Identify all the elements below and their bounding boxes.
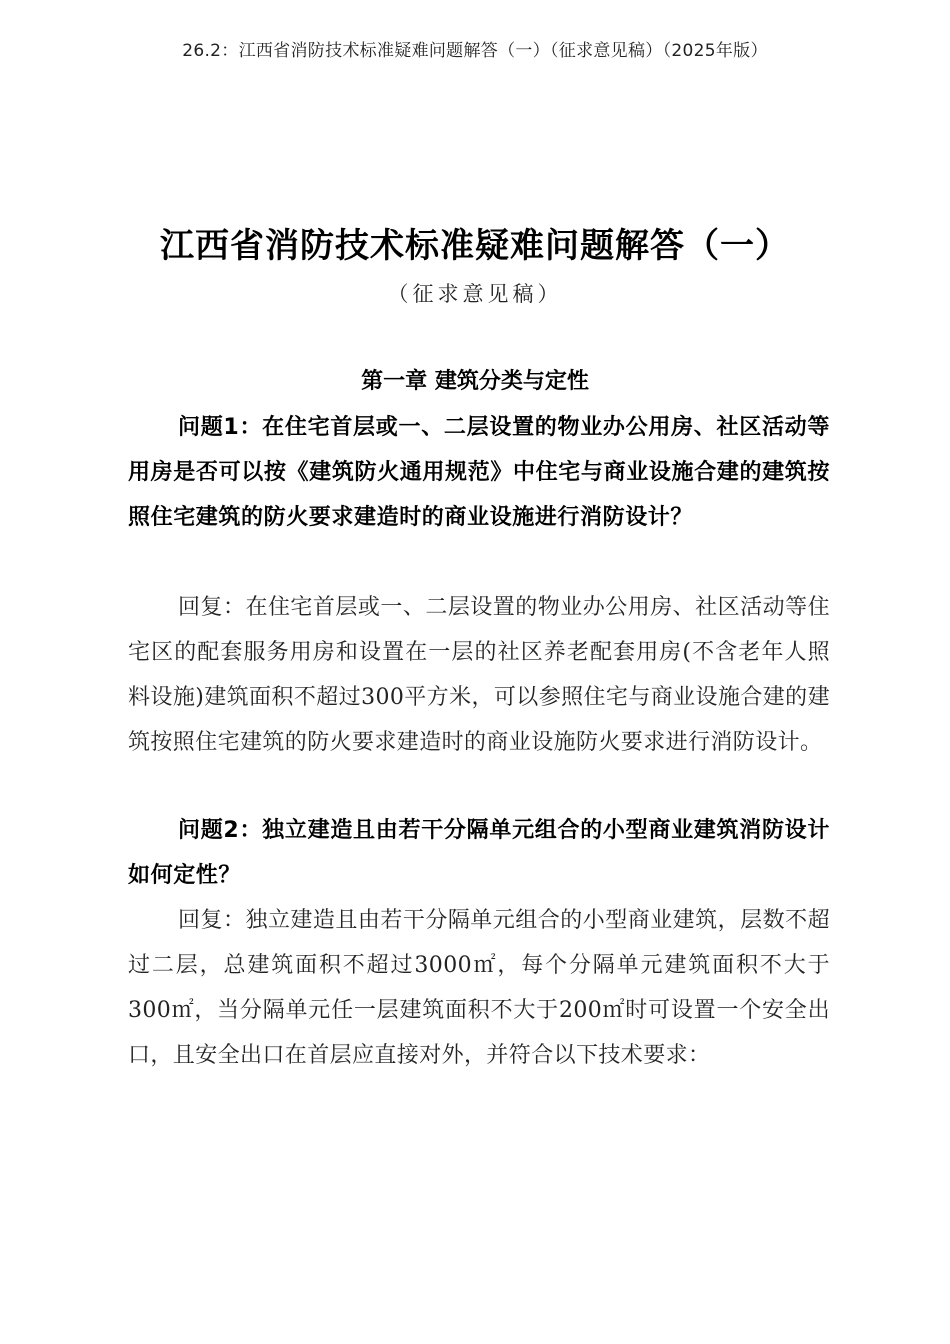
- answer-2: 回复：独立建造且由若干分隔单元组合的小型商业建筑，层数不超过二层，总建筑面积不超过3000㎡，每个分隔单元建筑面积不大于300㎡，当分隔单元任一层建筑面积不大于200㎡时可设置一个安全出口，且安全出口在首层应直接对外，并符合以下技术要求：: [128, 908, 830, 1068]
- running-header: 26.2：江西省消防技术标准疑难问题解答（一）（征求意见稿）（2025年版）: [182, 41, 768, 61]
- document-title: 江西省消防技术标准疑难问题解答（一）: [160, 226, 790, 266]
- question-2: 问题2：独立建造且由若干分隔单元组合的小型商业建筑消防设计如何定性？: [128, 818, 830, 888]
- answer-1: 回复：在住宅首层或一、二层设置的物业办公用房、社区活动等住宅区的配套服务用房和设置在一层的社区养老配套用房(不含老年人照料设施)建筑面积不超过300平方米，可以参照住宅与商业设施合建的建筑按照住宅建筑的防火要求建造时的商业设施防火要求进行消防设计。: [128, 595, 830, 755]
- chapter-heading: 第一章 建筑分类与定性: [361, 369, 589, 394]
- question-1: 问题1：在住宅首层或一、二层设置的物业办公用房、社区活动等用房是否可以按《建筑防火通用规范》中住宅与商业设施合建的建筑按照住宅建筑的防火要求建造时的商业设施进行消防设计？: [128, 415, 830, 530]
- document-subtitle: （征求意见稿）: [387, 282, 563, 306]
